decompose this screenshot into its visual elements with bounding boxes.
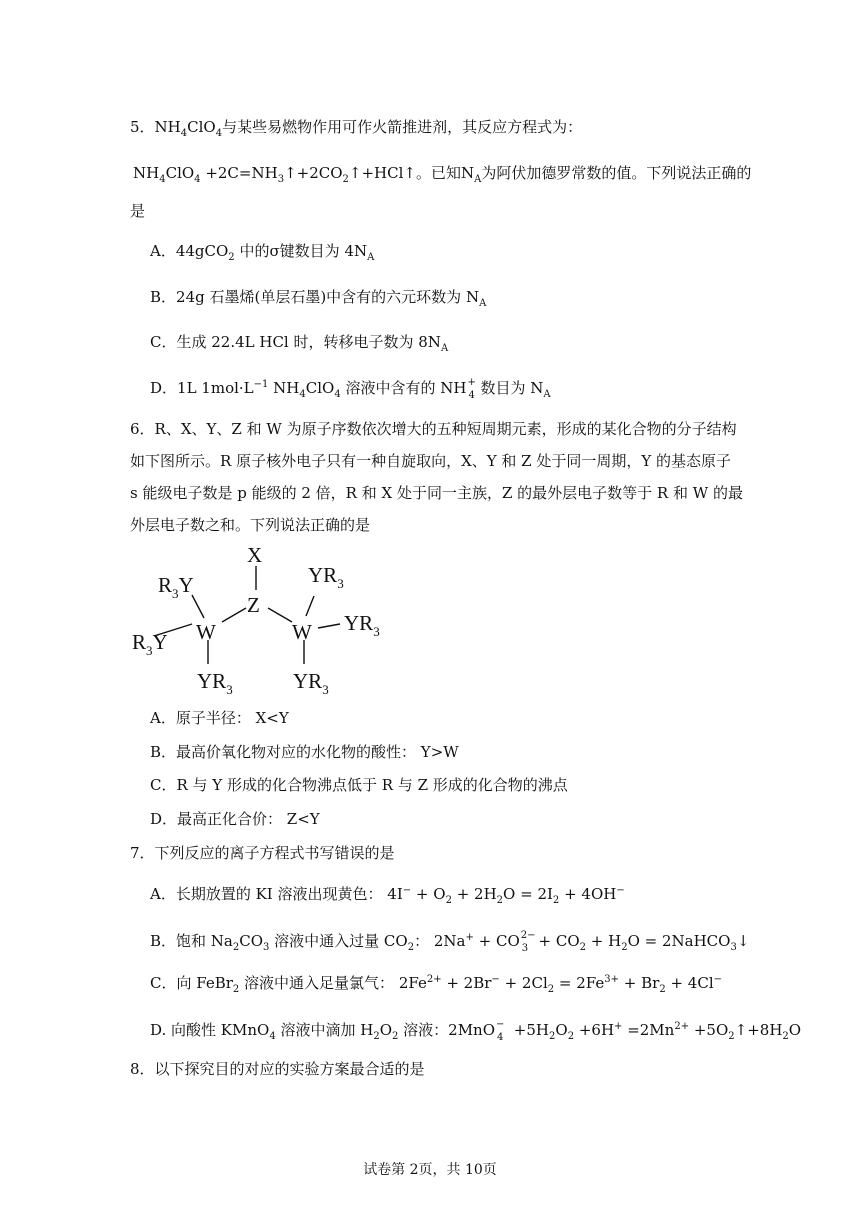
group-yr3-bottom-left: $YR_3$ xyxy=(197,669,233,697)
q5-option-c[interactable]: C．生成 22.4L HCl 时，转移电子数为 $8N_A$ xyxy=(150,333,449,354)
q7-option-d[interactable]: D. 向酸性 KMnO$_4$ 溶液中滴加 $H_2O_2$ 溶液：2MnO − 4 $+5H_2O_2 +6H^+ =2Mn^{2+}$ $+5O_2↑+8H_2O$ xyxy=(150,1019,802,1043)
q6-option-b[interactable]: B．最高价氧化物对应的水化物的酸性： Y>W xyxy=(150,743,459,761)
q6-option-a[interactable]: A．原子半径： X<Y xyxy=(150,709,289,727)
q5-option-d[interactable]: D．1L $1mol\cdot L^{-1}$ $NH_4ClO_4$ 溶液中含有的 NH + 4 数目为 $N_A$ xyxy=(150,377,551,401)
q6-stem-line4: 外层电子数之和。下列说法正确的是 xyxy=(130,516,371,534)
q5-stem-line3: 是 xyxy=(130,202,146,220)
q6-stem-line1: 6．R、X、Y、Z 和 W 为原子序数依次增大的五种短周期元素，形成的某化合物的分子结构 xyxy=(130,420,737,438)
group-yr3-bottom-right: $YR_3$ xyxy=(293,669,329,697)
atom-w-left-label: W xyxy=(196,620,216,644)
q7-option-a[interactable]: A．长期放置的 KI 溶液出现黄色： $4I^- + O_2 + 2H_2O = 2I_2 + 4OH^-$ xyxy=(150,885,625,906)
q6-stem-line2: 如下图所示。R 原子核外电子只有一种自旋取向，X、Y 和 Z 处于同一周期，Y 的基态原子 xyxy=(130,452,732,470)
q5-stem-line1: 5．$NH_4ClO_4$与某些易燃物作用可作火箭推进剂，其反应方程式为： xyxy=(130,118,583,139)
group-yr3-mid-right: $YR_3$ xyxy=(344,611,380,639)
q6-option-c[interactable]: C．R 与 Y 形成的化合物沸点低于 R 与 Z 形成的化合物的沸点 xyxy=(150,776,568,794)
q6-stem-line3: s 能级电子数是 p 能级的 2 倍，R 和 X 处于同一主族，Z 的最外层电子数等于 R 和 W 的最 xyxy=(130,484,743,502)
q7-stem: 7．下列反应的离子方程式书写错误的是 xyxy=(130,844,395,862)
q7-option-b[interactable]: B．饱和 $Na_2CO_3$ 溶液中通入过量 $CO_2$： 2Na+ + CO 2− 3 + $CO_2 + H_2O$ = 2NaHCO$_3$↓ xyxy=(150,930,750,954)
atom-x-label: X xyxy=(247,543,263,567)
q6-molecule-structure xyxy=(120,540,420,700)
group-yr3-top-right: $YR_3$ xyxy=(308,563,344,591)
q7-option-c[interactable]: C．向 FeBr$_2$ 溶液中通入足量氯气： $2Fe^{2+} + 2Br^- + 2Cl_2 = 2Fe^{3+} + Br_2 + 4Cl^-$ xyxy=(150,974,723,995)
q6-option-d[interactable]: D．最高正化合价： Z<Y xyxy=(150,810,320,828)
atom-w-right-label: W xyxy=(292,620,312,644)
atom-z-label: Z xyxy=(247,593,260,617)
q8-stem: 8．以下探究目的对应的实验方案最合适的是 xyxy=(130,1060,425,1078)
q5-option-b[interactable]: B．24g 石墨烯(单层石墨)中含有的六元环数为 $N_A$ xyxy=(150,288,487,309)
q5-stem-line2: $NH_4ClO_4$ $+2C=NH_3↑+2CO_2↑+HCl↑$。已知$N_A$为阿伏加德罗常数的值。下列说法正确的 xyxy=(133,164,752,185)
page-footer: 试卷第 2页，共 10页 xyxy=(363,1162,497,1178)
q5-option-a[interactable]: A．44gCO$_2$ 中的σ键数目为 $4N_A$ xyxy=(150,242,375,263)
group-r3y-top-left: $R_3Y$ xyxy=(158,573,194,601)
group-r3y-mid-left: $R_3Y$ xyxy=(132,630,168,658)
